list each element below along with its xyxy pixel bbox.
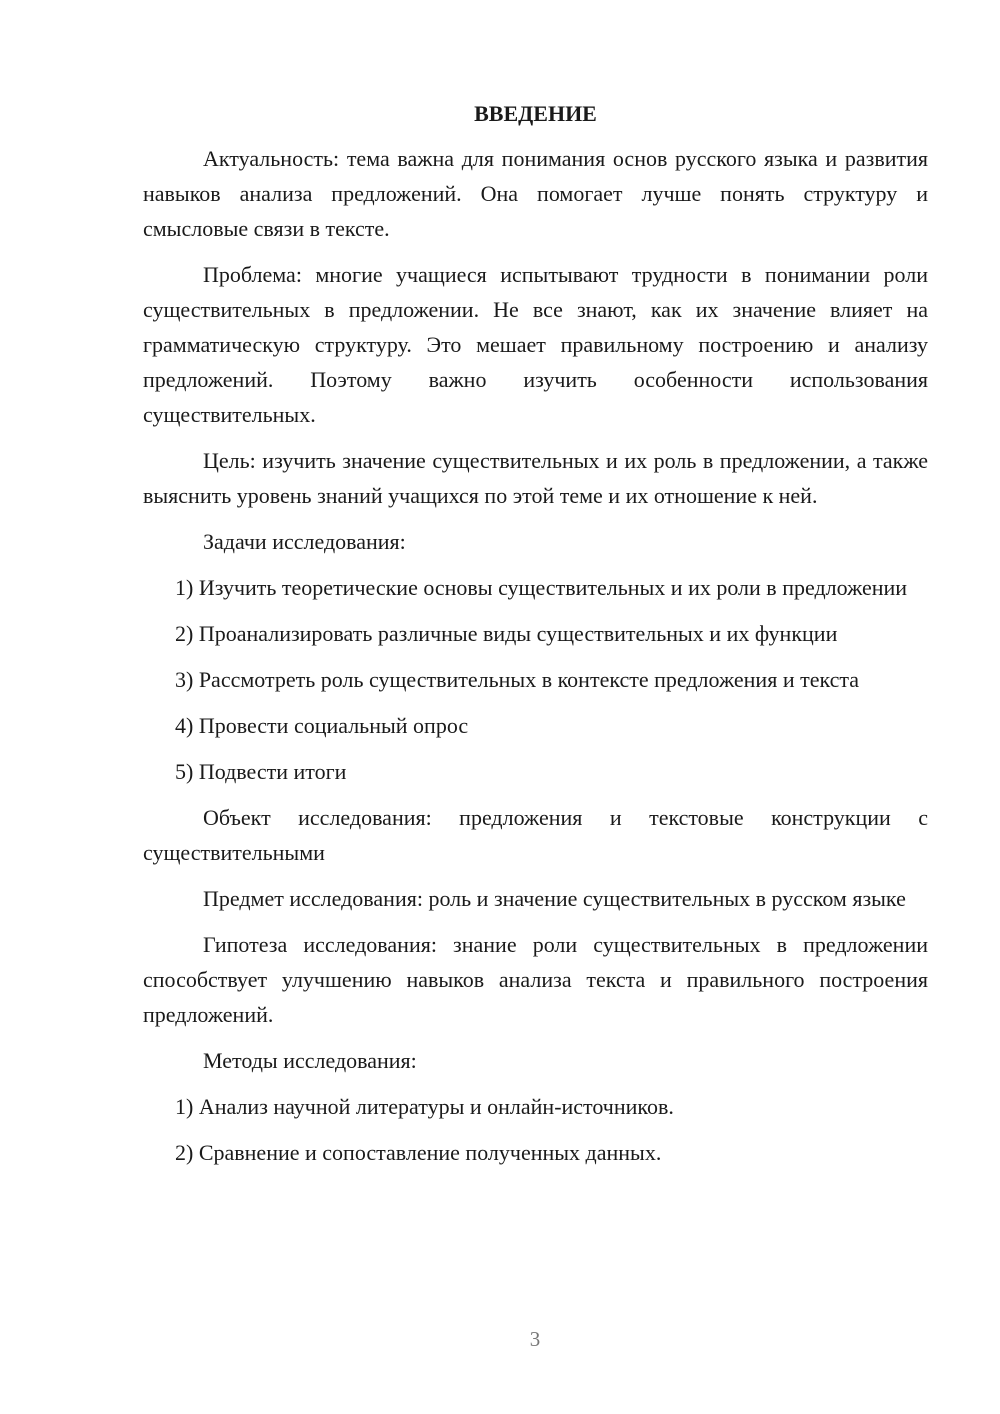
subject-paragraph: Предмет исследования: роль и значение существительных в русском языке — [203, 886, 906, 911]
methods-heading: Методы исследования: — [203, 1048, 417, 1073]
document-page — [143, 96, 928, 1181]
task-item: 3) Рассмотреть роль существительных в контексте предложения и текста — [175, 667, 860, 692]
section-title: ВВЕДЕНИЕ — [474, 101, 597, 126]
tasks-heading: Задачи исследования: — [203, 529, 406, 554]
task-item: 2) Проанализировать различные виды существительных и их функции — [175, 621, 838, 646]
relevance-paragraph: Актуальность: тема важна для понимания основ русского языка и развития навыков анализа предложений. Она помогает лучше понять структуру и смысловые связи в тексте. — [143, 146, 928, 241]
task-item: 1) Изучить теоретические основы существительных и их роли в предложении — [175, 575, 908, 600]
hypothesis-paragraph: Гипотеза исследования: знание роли существительных в предложении способствует улучшению навыков анализа текста и правильного построения предложений. — [143, 932, 928, 1027]
method-item: 2) Сравнение и сопоставление полученных данных. — [175, 1140, 662, 1165]
problem-paragraph: Проблема: многие учащиеся испытывают трудности в понимании роли существительных в предложении. Не все знают, как их значение влияет на грамматическую структуру. Это мешает правильному построению и анализу предложений. Поэтому важно изучить особенности использования существительных. — [143, 262, 928, 427]
task-item: 4) Провести социальный опрос — [175, 713, 469, 738]
object-paragraph: Объект исследования: предложения и текстовые конструкции с существительными — [143, 805, 928, 865]
method-item: 1) Анализ научной литературы и онлайн-источников. — [175, 1094, 674, 1119]
goal-paragraph: Цель: изучить значение существительных и их роль в предложении, а также выяснить уровень знаний учащихся по этой теме и их отношение к ней. — [143, 448, 928, 508]
page-number: 3 — [529, 1327, 541, 1351]
task-item: 5) Подвести итоги — [175, 759, 347, 784]
